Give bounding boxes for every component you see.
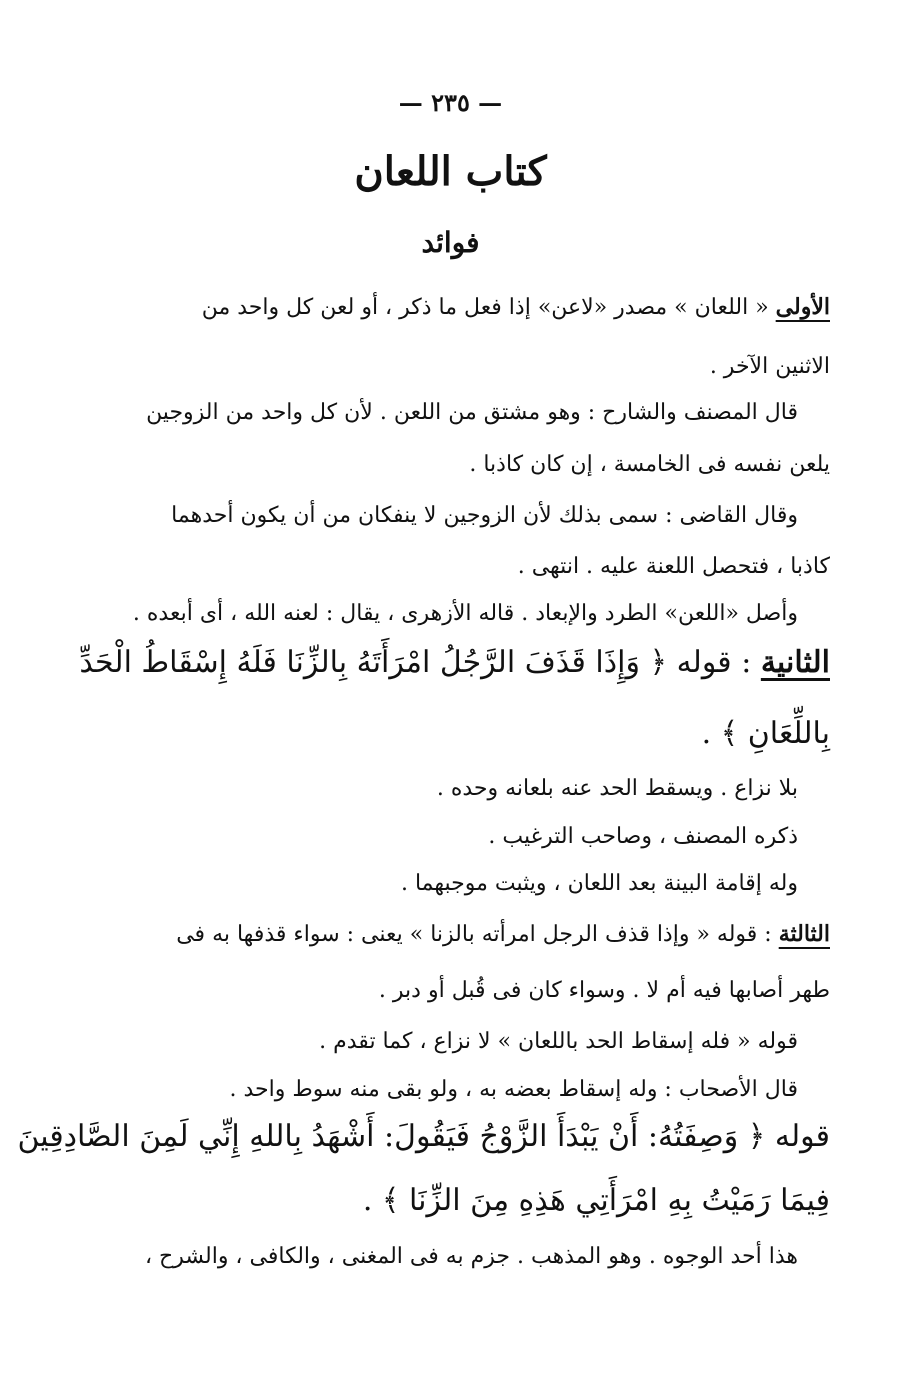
line-text: وأصل «اللعن» الطرد والإبعاد . قاله الأزهرى ، يقال : لعنه الله ، أى أبعده .: [132, 601, 798, 626]
text-line: [188, 1175, 830, 1231]
line-text: طهر أصابها فيه أم لا . وسواء كان فى قُبل أو دبر .: [378, 978, 830, 1003]
text-line: [188, 287, 830, 329]
line-lead-word: الثانية: [760, 645, 830, 680]
line-text: ذكره المصنف ، وصاحب الترغيب .: [488, 824, 798, 849]
line-text: قال المصنف والشارح : وهو مشتق من اللعن . لأن كل واحد من الزوجين: [146, 400, 798, 425]
line-text: وقال القاضى : سمى بذلك لأن الزوجين لا ينفكان من أن يكون أحدهما: [171, 503, 798, 528]
line-text: « اللعان » مصدر «لاعن» إذا فعل ما ذكر ، أو لعن كل واحد من: [201, 295, 776, 320]
line-text: قال الأصحاب : وله إسقاط بعضه به ، ولو بقى منه سوط واحد .: [229, 1077, 798, 1102]
text-line: [188, 970, 830, 1012]
text-line: [188, 1069, 798, 1111]
text-line: [132, 593, 798, 635]
text-line: [188, 816, 798, 858]
line-text: : قوله « وإذا قذف الرجل امرأته بالزنا » يعنى : سواء قذفها به فى: [176, 922, 779, 947]
line-text: الاثنين الآخر .: [709, 354, 830, 379]
chapter-title: كتاب اللعان: [354, 148, 547, 195]
text-line: [188, 1021, 798, 1063]
line-text: قوله ﴿ وَصِفَتُهُ: أَنْ يَبْدَأَ الزَّوْجُ فَيَقُولَ: أَشْهَدُ بِاللهِ إِنِّي لَمِنَ الصَّادِقِينَ: [17, 1119, 830, 1154]
text-line: [188, 346, 830, 388]
line-text: بلا نزاع . ويسقط الحد عنه بلعانه وحده .: [436, 776, 798, 801]
line-text: قوله « فله إسقاط الحد باللعان » لا نزاع ، كما تقدم .: [319, 1029, 798, 1054]
line-text: وله إقامة البينة بعد اللعان ، ويثبت موجبهما .: [400, 871, 798, 896]
text-line: [146, 392, 798, 434]
line-text: : قوله ﴿ وَإِذَا قَذَفَ الرَّجُلُ امْرَأَتَهُ بِالزِّنَا فَلَهُ إِسْقَاطُ الْحَدِّ: [79, 645, 761, 680]
text-line: [176, 914, 830, 956]
page-number: — ٢٣٥ —: [398, 88, 503, 117]
line-lead-word: الأولى: [775, 294, 830, 320]
line-text: فِيمَا رَمَيْتُ بِهِ امْرَأَتِي هَذِهِ مِنَ الزِّنَا ﴾ .: [362, 1183, 830, 1218]
text-line: [144, 1236, 798, 1278]
text-line: [188, 863, 798, 905]
text-line: [188, 546, 830, 588]
line-text: يلعن نفسه فى الخامسة ، إن كان كاذبا .: [469, 452, 830, 477]
line-text: بِاللِّعَانِ ﴾ .: [701, 716, 830, 751]
text-line: [188, 708, 830, 764]
text-line: [188, 444, 830, 486]
line-text: كاذبا ، فتحصل اللعنة عليه . انتهى .: [517, 554, 830, 579]
text-line: [17, 1111, 830, 1167]
text-line: [79, 637, 830, 693]
line-text: هذا أحد الوجوه . وهو المذهب . جزم به فى المغنى ، والكافى ، والشرح ،: [144, 1244, 798, 1269]
text-line: [188, 768, 798, 810]
text-line: [171, 495, 798, 537]
line-lead-word: الثالثة: [778, 921, 830, 947]
section-title: فوائد: [421, 226, 480, 259]
